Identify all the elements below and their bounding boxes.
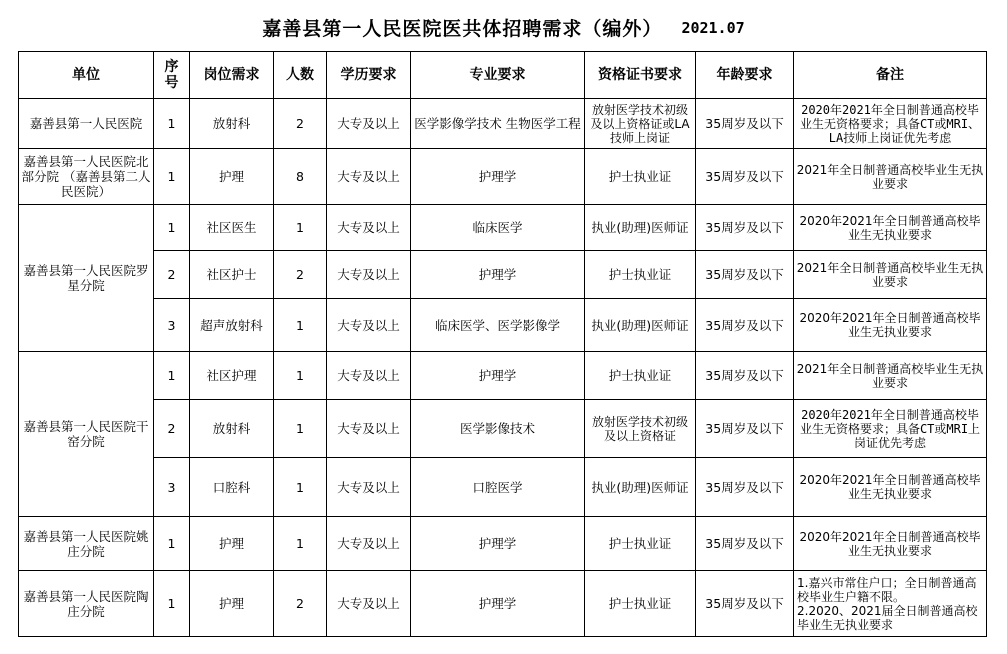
- note-cell: 2021年全日制普通高校毕业生无执业要求: [794, 251, 987, 299]
- table-row: [19, 352, 987, 400]
- major-cell: 医学影像技术: [411, 400, 585, 458]
- header-position: 岗位需求: [190, 52, 274, 99]
- age-cell: 35周岁及以下: [696, 251, 794, 299]
- age-cell: 35周岁及以下: [696, 299, 794, 352]
- table-row: [19, 458, 987, 517]
- header-cert: 资格证书要求: [585, 52, 696, 99]
- cert-cell: 执业(助理)医师证: [585, 205, 696, 251]
- education-cell: 大专及以上: [327, 571, 411, 637]
- count-cell: 1: [274, 517, 327, 571]
- header-count: 人数: [274, 52, 327, 99]
- note-cell: 2021年全日制普通高校毕业生无执业要求: [794, 149, 987, 205]
- major-cell: 护理学: [411, 149, 585, 205]
- table-row: [19, 149, 987, 205]
- unit-cell: 嘉善县第一人民医院: [19, 99, 154, 149]
- seq-cell: 3: [154, 299, 190, 352]
- major-cell: 护理学: [411, 517, 585, 571]
- position-cell: 社区医生: [190, 205, 274, 251]
- education-cell: 大专及以上: [327, 149, 411, 205]
- count-cell: 8: [274, 149, 327, 205]
- seq-cell: 2: [154, 400, 190, 458]
- education-cell: 大专及以上: [327, 458, 411, 517]
- header-major: 专业要求: [411, 52, 585, 99]
- note-cell: 2020年2021年全日制普通高校毕业生无执业要求: [794, 517, 987, 571]
- table-row: [19, 400, 987, 458]
- education-cell: 大专及以上: [327, 99, 411, 149]
- education-cell: 大专及以上: [327, 517, 411, 571]
- unit-cell: 嘉善县第一人民医院罗星分院: [19, 205, 154, 352]
- page-title: 嘉善县第一人民医院医共体招聘需求（编外）: [262, 18, 663, 40]
- unit-cell: 嘉善县第一人民医院姚庄分院: [19, 517, 154, 571]
- unit-cell: 嘉善县第一人民医院干窑分院: [19, 352, 154, 517]
- seq-cell: 1: [154, 205, 190, 251]
- header-unit: 单位: [19, 52, 154, 99]
- table-row: [19, 299, 987, 352]
- count-cell: 1: [274, 352, 327, 400]
- position-cell: 社区护士: [190, 251, 274, 299]
- position-cell: 护理: [190, 571, 274, 637]
- seq-cell: 1: [154, 517, 190, 571]
- education-cell: 大专及以上: [327, 299, 411, 352]
- note-cell: 2020年2021年全日制普通高校毕业生无执业要求: [794, 205, 987, 251]
- table-row: [19, 517, 987, 571]
- position-cell: 口腔科: [190, 458, 274, 517]
- cert-cell: 执业(助理)医师证: [585, 299, 696, 352]
- count-cell: 1: [274, 205, 327, 251]
- count-cell: 2: [274, 99, 327, 149]
- note-cell: [794, 571, 987, 637]
- seq-cell: 3: [154, 458, 190, 517]
- header-note: 备注: [794, 52, 987, 99]
- education-cell: 大专及以上: [327, 400, 411, 458]
- major-cell: 护理学: [411, 251, 585, 299]
- unit-cell: 嘉善县第一人民医院北部分院 （嘉善县第二人民医院）: [19, 149, 154, 205]
- major-cell: 医学影像学技术 生物医学工程: [411, 99, 585, 149]
- count-cell: 2: [274, 571, 327, 637]
- age-cell: 35周岁及以下: [696, 205, 794, 251]
- major-cell: 临床医学: [411, 205, 585, 251]
- cert-cell: 护士执业证: [585, 352, 696, 400]
- date-label: 2021.07: [681, 18, 745, 37]
- seq-cell: 1: [154, 149, 190, 205]
- position-cell: 放射科: [190, 400, 274, 458]
- note-cell: 2020年2021年全日制普通高校毕业生无执业要求: [794, 299, 987, 352]
- position-cell: 社区护理: [190, 352, 274, 400]
- age-cell: 35周岁及以下: [696, 149, 794, 205]
- table-row: [19, 205, 987, 251]
- cert-cell: 放射医学技术初级及以上资格证: [585, 400, 696, 458]
- note-cell: 2020年2021年全日制普通高校毕业生无执业要求: [794, 458, 987, 517]
- note-cell: 2020年2021年全日制普通高校毕业生无资格要求；具备CT或MRI上岗证优先考虑: [794, 400, 987, 458]
- position-cell: 放射科: [190, 99, 274, 149]
- unit-cell: 嘉善县第一人民医院陶庄分院: [19, 571, 154, 637]
- age-cell: 35周岁及以下: [696, 400, 794, 458]
- table-row: [19, 99, 987, 149]
- header-education: 学历要求: [327, 52, 411, 99]
- count-cell: 2: [274, 251, 327, 299]
- position-cell: 超声放射科: [190, 299, 274, 352]
- header-age: 年龄要求: [696, 52, 794, 99]
- position-cell: 护理: [190, 149, 274, 205]
- education-cell: 大专及以上: [327, 352, 411, 400]
- seq-cell: 1: [154, 352, 190, 400]
- cert-cell: 执业(助理)医师证: [585, 458, 696, 517]
- recruitment-table: [18, 51, 987, 637]
- cert-cell: 放射医学技术初级及以上资格证或LA技师上岗证: [585, 99, 696, 149]
- seq-cell: 2: [154, 251, 190, 299]
- note-line: 1.嘉兴市常住户口；全日制普通高校毕业生户籍不限。: [797, 575, 977, 604]
- header-seq: 序号: [154, 52, 190, 99]
- position-cell: 护理: [190, 517, 274, 571]
- age-cell: 35周岁及以下: [696, 571, 794, 637]
- note-line: 2.2020、2021届全日制普通高校毕业生无执业要求: [797, 603, 978, 632]
- major-cell: 护理学: [411, 352, 585, 400]
- age-cell: 35周岁及以下: [696, 352, 794, 400]
- count-cell: 1: [274, 400, 327, 458]
- note-cell: 2020年2021年全日制普通高校毕业生无资格要求；具备CT或MRI、LA技师上岗证优先考虑: [794, 99, 987, 149]
- major-cell: 临床医学、医学影像学: [411, 299, 585, 352]
- seq-cell: 1: [154, 99, 190, 149]
- age-cell: 35周岁及以下: [696, 458, 794, 517]
- note-cell: 2021年全日制普通高校毕业生无执业要求: [794, 352, 987, 400]
- age-cell: 35周岁及以下: [696, 99, 794, 149]
- title-bar: [0, 14, 1007, 44]
- major-cell: 口腔医学: [411, 458, 585, 517]
- seq-cell: 1: [154, 571, 190, 637]
- count-cell: 1: [274, 299, 327, 352]
- count-cell: 1: [274, 458, 327, 517]
- cert-cell: 护士执业证: [585, 149, 696, 205]
- age-cell: 35周岁及以下: [696, 517, 794, 571]
- table-row: [19, 251, 987, 299]
- cert-cell: 护士执业证: [585, 251, 696, 299]
- table-row: [19, 571, 987, 637]
- major-cell: 护理学: [411, 571, 585, 637]
- cert-cell: 护士执业证: [585, 517, 696, 571]
- education-cell: 大专及以上: [327, 251, 411, 299]
- education-cell: 大专及以上: [327, 205, 411, 251]
- header-row: [19, 52, 987, 99]
- cert-cell: 护士执业证: [585, 571, 696, 637]
